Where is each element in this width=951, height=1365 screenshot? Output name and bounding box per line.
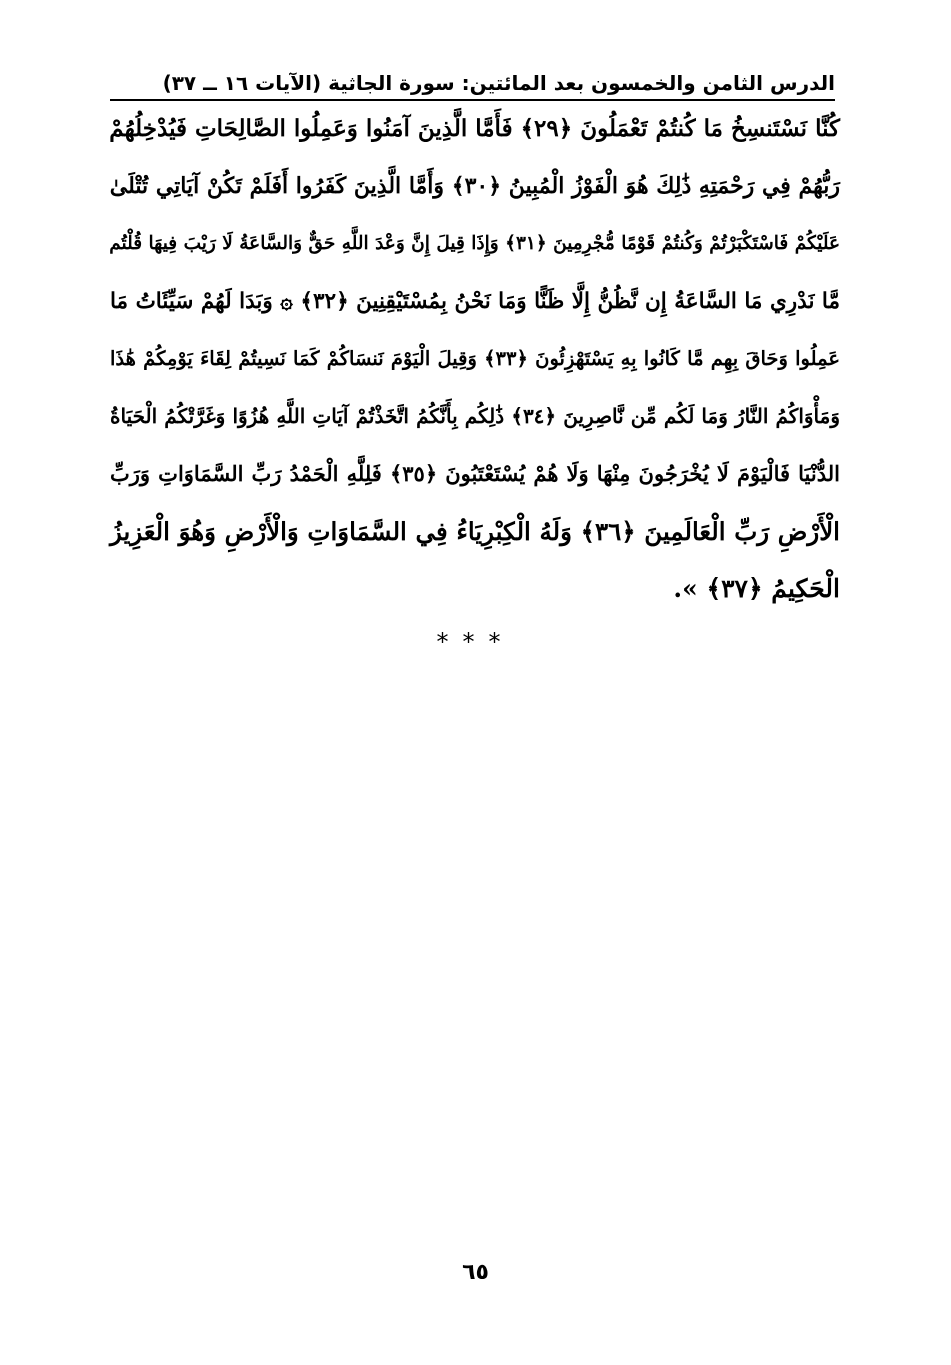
verse-line-4: مَّا نَدْرِي مَا السَّاعَةُ إِن نَّظُنُّ إِلَّا ظَنًّا وَمَا نَحْنُ بِمُسْتَيْقِنِينَ ﴿٣٢﴾ ۞ وَبَدَا لَهُمْ سَيِّئَاتُ مَا: [110, 288, 840, 314]
verse-line-8: الْأَرْضِ رَبِّ الْعَالَمِينَ ﴿٣٦﴾ وَلَهُ الْكِبْرِيَاءُ فِي السَّمَاوَاتِ وَالْأَرْضِ وَهُوَ الْعَزِيزُ: [110, 516, 840, 546]
page-header: الدرس الثامن والخمسون بعد المائتين: سورة الجاثية (الآيات ١٦ ــ ٣٧): [162, 71, 835, 95]
verse-block: [110, 100, 840, 618]
verse-line-7: الدُّنْيَا فَالْيَوْمَ لَا يُخْرَجُونَ مِنْهَا وَلَا هُمْ يُسْتَعْتَبُونَ ﴿٣٥﴾ فَلِلَّهِ الْحَمْدُ رَبِّ السَّمَاوَاتِ وَرَبِّ: [110, 461, 840, 486]
section-separator: ***: [436, 628, 515, 656]
verse-line-6: وَمَأْوَاكُمُ النَّارُ وَمَا لَكُم مِّن نَّاصِرِينَ ﴿٣٤﴾ ذَٰلِكُم بِأَنَّكُمُ اتَّخَذْتُمْ آيَاتِ اللَّهِ هُزُوًا وَغَرَّتْكُمُ الْحَيَاةُ: [110, 403, 840, 428]
page-number: ٦٥: [462, 1260, 489, 1285]
verse-line-5: عَمِلُوا وَحَاقَ بِهِم مَّا كَانُوا بِهِ يَسْتَهْزِئُونَ ﴿٣٣﴾ وَقِيلَ الْيَوْمَ نَنسَاكُمْ كَمَا نَسِيتُمْ لِقَاءَ يَوْمِكُمْ هَٰذَا: [110, 347, 840, 370]
verse-line-2: رَبُّهُمْ فِي رَحْمَتِهِ ذَٰلِكَ هُوَ الْفَوْزُ الْمُبِينُ ﴿٣٠﴾ وَأَمَّا الَّذِينَ كَفَرُوا أَفَلَمْ تَكُنْ آيَاتِي تُتْلَىٰ: [109, 172, 840, 199]
verse-line-3: عَلَيْكُمْ فَاسْتَكْبَرْتُمْ وَكُنتُمْ قَوْمًا مُّجْرِمِينَ ﴿٣١﴾ وَإِذَا قِيلَ إِنَّ وَعْدَ اللَّهِ حَقٌّ وَالسَّاعَةُ لَا رَيْبَ فِيهَا قُلْتُم: [109, 233, 840, 254]
verse-line-1: كُنَّا نَسْتَنسِخُ مَا كُنتُمْ تَعْمَلُونَ ﴿٢٩﴾ فَأَمَّا الَّذِينَ آمَنُوا وَعَمِلُوا الصَّالِحَاتِ فَيُدْخِلُهُمْ: [109, 115, 840, 142]
verse-line-9: الْحَكِيمُ ﴿٣٧﴾ ».: [673, 574, 840, 603]
